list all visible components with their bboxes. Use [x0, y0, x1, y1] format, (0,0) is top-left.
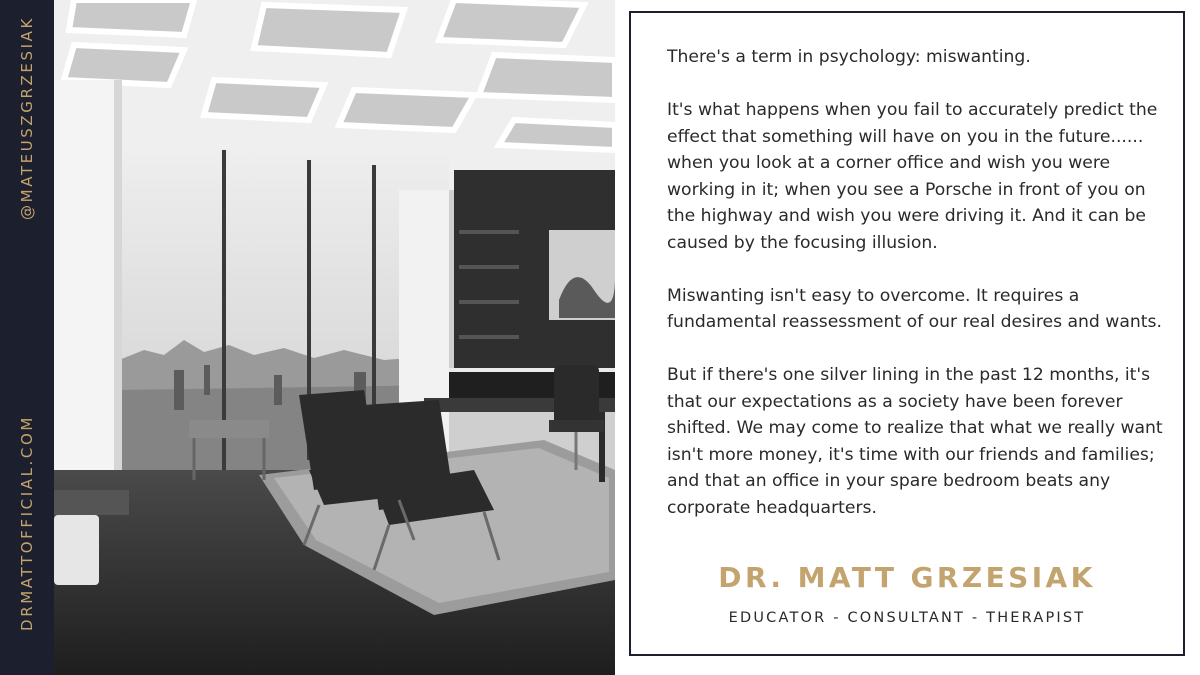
author-roles: EDUCATOR - CONSULTANT - THERAPIST — [728, 610, 1086, 626]
office-photo — [54, 0, 615, 675]
author-name: DR. MATT GRZESIAK — [718, 561, 1096, 594]
quote-paragraph: But if there's one silver lining in the past 12 months, it's that our expectations as a society have been forever shifted. We may come to realize that what we really want isn't more money, it's time with our friends and families; and that an office in your spare bedroom beats any corporate headquarters. — [667, 365, 1163, 518]
quote-paragraph: Miswanting isn't easy to overcome. It requires a fundamental reassessment of our real desires and wants. — [667, 285, 1162, 332]
website-url: DRMATTOFFICIAL.COM — [18, 415, 36, 631]
social-handle: @MATEUSZGRZESIAK — [18, 16, 36, 220]
sidebar — [0, 0, 54, 675]
office-illustration — [54, 0, 615, 675]
quote-body — [667, 44, 1177, 548]
quote-card — [629, 11, 1185, 656]
quote-paragraph: It's what happens when you fail to accurately predict the effect that something will have on you in the future...... when you look at a corner office and wish you were working in it; when you see a Porsche in front of you on the highway and wish you were driving it. And it can be caused by the focusing illusion. — [667, 100, 1158, 253]
quote-paragraph: There's a term in psychology: miswanting. — [667, 47, 1031, 67]
